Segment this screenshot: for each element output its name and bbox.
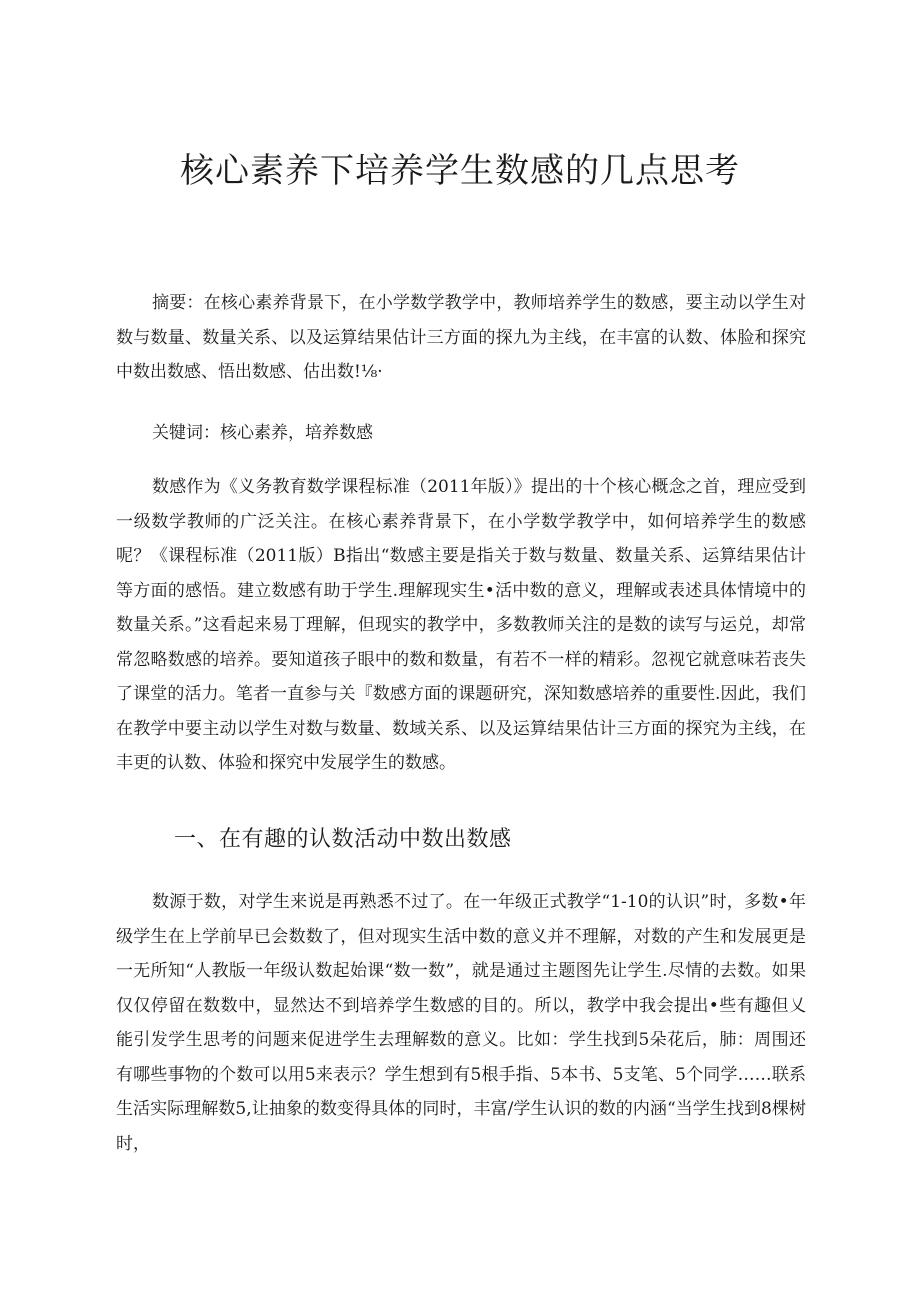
keywords-line: 关犍词：核心素养，培养数感 xyxy=(152,423,373,443)
body-paragraph: 数源于数，对学生来说是再熟悉不过了。在一年级正式教学“1-10的认识”时，多数•年级学生在上学前早已会数数了，但对现实生活中数的意义并不理解，对数的产生和发展更是一无所知“人教版一年级认数起始课“数一数”，就是通过主题图先让学生.尽情的去数。如果仅仅停留在数数中，显然达不到培养学生数感的目的。所以，教学中我会提出•些有趣但乂能引发学生思考的问题来促进学生去理解数的意义。比如：学生找到5朵花后，肺：周围还有哪些事物的个数可以用5来表示？学生想到有5根手指、5本书、5支笔、5个同学……联系生活实际理解数5,让抽象的数变得具体的同时，丰富/学生认识的数的内涵“当学生找到8棵树时， xyxy=(116,892,806,1154)
section-heading: 一、在有趣的认数活动中数出数感 xyxy=(174,827,512,852)
abstract-paragraph: 摘要：在核心素养背景下，在小学数学教学中，教师培养学生的数感，要主动以学生对数与数量、数量关系、以及运算结果估计三方面的探九为主线，在丰富的认数、体脸和探究中数出数感、悟出数感、估出数!⅛· xyxy=(116,293,806,382)
document-title: 核心素养下培养学生数感的几点思考 xyxy=(180,151,740,191)
body-paragraph: 数感作为《义务教育数学课程标准（2011年版）》提出的十个核心概念之首，理应受到一级数学教师的广泛关注。在核心素养背景下，在小学数学教学中，如何培养学生的数感呢？《课程标准（2011版）B指出“数感主要是指关于数与数量、数量关系、运算结果估计等方面的感悟。建立数感有助于学生.理解现实生•活中数的意义，理解或表述具体情境中的数量关系。”这看起来易丁理解，但现实的教学中，多数教师关注的是数的读写与运兑，却常常忽略数感的培养。要知道孩子眼中的数和数量，有若不一样的精彩。忽视它就意味若丧失了课堂的活力。笔者一直参与关『数感方面的课题研究，深知数感培养的重要性.因此，我们在教学中要主动以学生对数与数量、数域关系、以及运算结果估计三方面的探究为主线，在丰更的认数、体验和探究中发展学生的数感。 xyxy=(116,477,806,773)
